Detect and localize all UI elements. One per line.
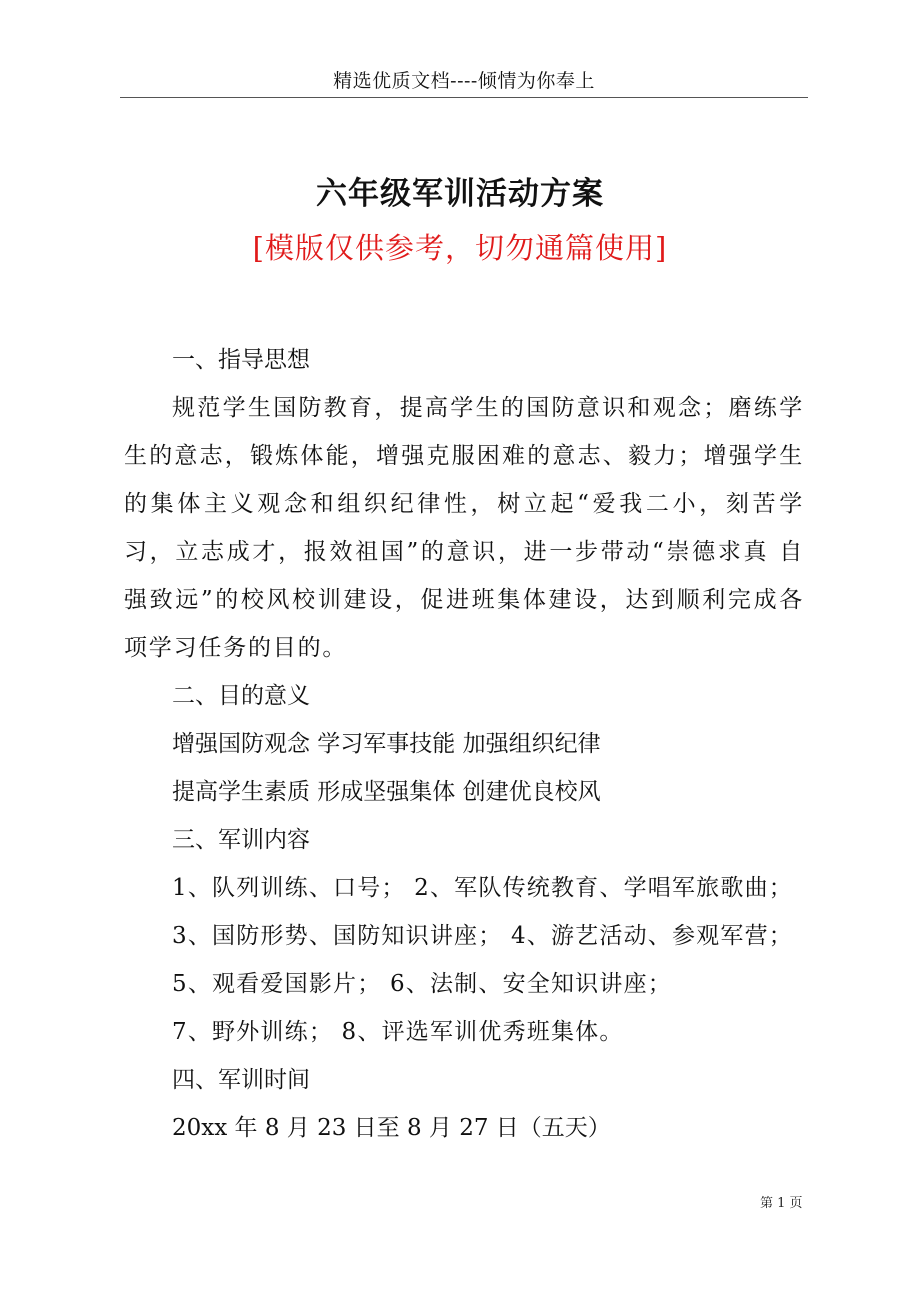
section-heading-purpose: 二、目的意义 xyxy=(172,683,310,709)
purpose-line-1: 增强国防观念 学习军事技能 加强组织纪律 xyxy=(172,731,601,757)
purpose-line-2: 提高学生素质 形成坚强集体 创建优良校风 xyxy=(172,779,601,805)
content-line-2: 3、国防形势、国防知识讲座； 4、游艺活动、参观军营； xyxy=(172,923,793,949)
page-number: 第 1 页 xyxy=(760,1196,803,1211)
paragraph-guiding-ideology: 规范学生国防教育，提高学生的国防意识和观念；磨练学生的意志，锻炼体能，增强克服困难的意志、毅力；增强学生的集体主义观念和组织纪律性，树立起“爱我二小，刻苦学习，立志成才，报效祖国”的意识，进一步带动“崇德求真 自强致远”的校风校训建设，促进班集体建设，达到顺利完成各项学习任务的目的。 xyxy=(124,395,804,661)
document-title: 六年级军训活动方案 xyxy=(316,176,604,212)
document-body xyxy=(124,336,804,1152)
content-line-3: 5、观看爱国影片； 6、法制、安全知识讲座； xyxy=(172,971,672,997)
page-header: 精选优质文档----倾情为你奉上 xyxy=(333,70,595,92)
template-notice: [模版仅供参考，切勿通篇使用] xyxy=(252,231,668,265)
content-line-1: 1、队列训练、口号； 2、军队传统教育、学唱军旅歌曲； xyxy=(172,875,793,901)
schedule-line: 20xx 年 8 月 23 日至 8 月 27 日（五天） xyxy=(172,1115,611,1141)
section-heading-guiding-ideology: 一、指导思想 xyxy=(172,347,310,373)
content-line-4: 7、野外训练； 8、评选军训优秀班集体。 xyxy=(172,1019,624,1045)
header-divider xyxy=(120,97,808,98)
section-heading-schedule: 四、军训时间 xyxy=(172,1067,310,1093)
section-heading-content: 三、军训内容 xyxy=(172,827,310,853)
